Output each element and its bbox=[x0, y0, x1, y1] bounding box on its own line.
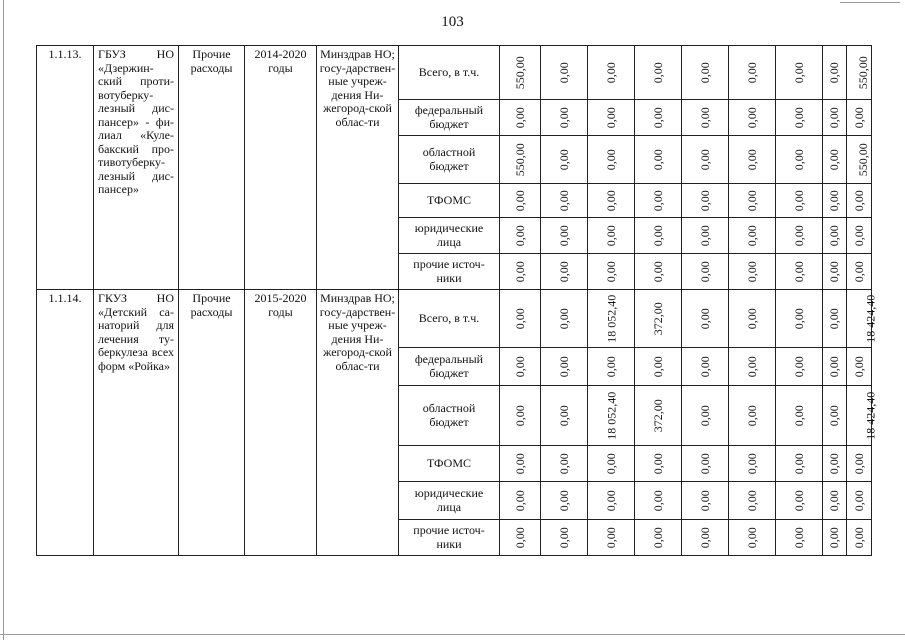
expense-type-cell: Прочие расходы bbox=[179, 290, 245, 556]
value-cell bbox=[541, 482, 588, 520]
value-text: 0,00 bbox=[556, 107, 571, 128]
value-text: 0,00 bbox=[556, 149, 571, 170]
value-text: 0,00 bbox=[512, 490, 527, 511]
value-cell bbox=[541, 254, 588, 290]
value-text: 0,00 bbox=[791, 149, 806, 170]
value-text: 0,00 bbox=[603, 490, 618, 511]
value-cell bbox=[500, 482, 541, 520]
value-text: 0,00 bbox=[744, 149, 759, 170]
value-cell bbox=[776, 254, 823, 290]
value-cell bbox=[729, 184, 776, 218]
value-cell bbox=[729, 520, 776, 556]
value-cell bbox=[847, 218, 872, 254]
value-text: 0,00 bbox=[697, 405, 712, 426]
value-cell bbox=[823, 218, 847, 254]
value-text: 0,00 bbox=[650, 527, 665, 548]
funding-source-label: федеральный бюджет bbox=[399, 348, 500, 386]
value-text: 18 424,40 bbox=[863, 391, 878, 440]
value-text: 0,00 bbox=[697, 225, 712, 246]
value-cell bbox=[729, 218, 776, 254]
value-cell bbox=[776, 136, 823, 184]
value-text: 0,00 bbox=[650, 190, 665, 211]
value-cell bbox=[588, 46, 635, 100]
value-cell bbox=[635, 46, 682, 100]
value-text: 0,00 bbox=[697, 62, 712, 83]
value-cell bbox=[682, 386, 729, 446]
value-text: 0,00 bbox=[556, 190, 571, 211]
value-text: 0,00 bbox=[556, 356, 571, 377]
funding-source-label: федеральный бюджет bbox=[399, 100, 500, 136]
period-cell: 2014-2020 годы bbox=[245, 46, 317, 290]
value-cell bbox=[847, 348, 872, 386]
value-text: 0,00 bbox=[791, 356, 806, 377]
value-cell bbox=[682, 348, 729, 386]
value-text: 0,00 bbox=[603, 107, 618, 128]
value-text: 0,00 bbox=[650, 62, 665, 83]
value-cell bbox=[847, 520, 872, 556]
value-text: 0,00 bbox=[556, 225, 571, 246]
value-text: 0,00 bbox=[603, 190, 618, 211]
value-text: 0,00 bbox=[697, 308, 712, 329]
value-text: 0,00 bbox=[791, 107, 806, 128]
value-text: 0,00 bbox=[512, 453, 527, 474]
value-cell bbox=[500, 218, 541, 254]
value-text: 0,00 bbox=[603, 453, 618, 474]
value-cell bbox=[823, 446, 847, 482]
value-cell bbox=[500, 520, 541, 556]
value-cell bbox=[823, 100, 847, 136]
value-cell bbox=[682, 446, 729, 482]
value-text: 0,00 bbox=[556, 261, 571, 282]
value-text: 0,00 bbox=[512, 225, 527, 246]
value-cell bbox=[635, 482, 682, 520]
value-cell bbox=[776, 46, 823, 100]
value-text: 0,00 bbox=[851, 453, 866, 474]
value-text: 0,00 bbox=[791, 225, 806, 246]
value-cell bbox=[682, 520, 729, 556]
value-cell bbox=[729, 446, 776, 482]
value-cell bbox=[541, 290, 588, 348]
value-cell bbox=[823, 136, 847, 184]
value-cell bbox=[635, 254, 682, 290]
value-cell bbox=[682, 482, 729, 520]
funding-source-label: прочие источ-ники bbox=[399, 520, 500, 556]
funding-source-label: Всего, в т.ч. bbox=[399, 46, 500, 100]
value-cell bbox=[682, 254, 729, 290]
budget-table bbox=[36, 45, 878, 556]
value-cell bbox=[847, 386, 878, 446]
expense-type-cell: Прочие расходы bbox=[179, 46, 245, 290]
value-text: 0,00 bbox=[744, 225, 759, 246]
value-cell bbox=[588, 254, 635, 290]
value-cell bbox=[588, 290, 635, 348]
value-cell bbox=[588, 218, 635, 254]
value-text: 0,00 bbox=[650, 261, 665, 282]
value-cell bbox=[541, 446, 588, 482]
value-text: 0,00 bbox=[650, 225, 665, 246]
value-cell bbox=[847, 254, 872, 290]
value-text: 0,00 bbox=[650, 490, 665, 511]
value-cell bbox=[635, 446, 682, 482]
value-text: 0,00 bbox=[512, 356, 527, 377]
value-text: 0,00 bbox=[791, 261, 806, 282]
value-cell bbox=[541, 184, 588, 218]
value-cell bbox=[635, 348, 682, 386]
value-text: 0,00 bbox=[744, 308, 759, 329]
value-cell bbox=[847, 46, 872, 100]
value-text: 0,00 bbox=[650, 149, 665, 170]
value-cell bbox=[729, 100, 776, 136]
value-cell bbox=[682, 100, 729, 136]
value-cell bbox=[847, 184, 872, 218]
value-text: 0,00 bbox=[556, 62, 571, 83]
value-text: 0,00 bbox=[791, 62, 806, 83]
value-cell bbox=[588, 520, 635, 556]
value-text: 18 052,40 bbox=[604, 294, 619, 343]
value-text: 0,00 bbox=[603, 149, 618, 170]
value-text: 0,00 bbox=[826, 356, 841, 377]
value-cell bbox=[823, 348, 847, 386]
value-text: 0,00 bbox=[744, 453, 759, 474]
value-cell bbox=[823, 184, 847, 218]
value-cell bbox=[776, 218, 823, 254]
value-cell bbox=[500, 446, 541, 482]
value-text: 0,00 bbox=[697, 190, 712, 211]
value-cell bbox=[682, 46, 729, 100]
scan-edge-top bbox=[840, 2, 900, 3]
value-cell bbox=[635, 218, 682, 254]
value-cell bbox=[847, 446, 872, 482]
value-text: 0,00 bbox=[826, 261, 841, 282]
value-text: 0,00 bbox=[556, 453, 571, 474]
table-body bbox=[37, 46, 878, 556]
value-text: 372,00 bbox=[650, 399, 665, 432]
value-text: 0,00 bbox=[603, 62, 618, 83]
value-text: 0,00 bbox=[826, 62, 841, 83]
value-cell bbox=[541, 46, 588, 100]
value-cell bbox=[682, 184, 729, 218]
page-number: 103 bbox=[441, 14, 464, 30]
value-cell bbox=[682, 218, 729, 254]
value-cell bbox=[847, 482, 872, 520]
value-cell bbox=[541, 100, 588, 136]
value-cell bbox=[729, 136, 776, 184]
value-cell bbox=[682, 290, 729, 348]
funding-source-label: областной бюджет bbox=[399, 386, 500, 446]
executor-cell: Минздрав НО; госу-дарствен-ные учреж-дения Ни-жегород-ской облас-ти bbox=[317, 290, 399, 556]
value-cell bbox=[729, 386, 776, 446]
value-text: 0,00 bbox=[791, 453, 806, 474]
value-cell bbox=[500, 100, 541, 136]
value-cell bbox=[823, 290, 847, 348]
value-cell bbox=[588, 482, 635, 520]
institution-name-cell: ГБУЗ НО «Дзержин-ский проти-вотуберку-лезный дис-пансер» - фи-лиал «Куле-бакский про-тивотуберку-лезный дис-пансер» bbox=[94, 46, 179, 290]
value-cell bbox=[823, 254, 847, 290]
value-text: 0,00 bbox=[744, 405, 759, 426]
value-cell bbox=[729, 290, 776, 348]
value-text: 0,00 bbox=[512, 527, 527, 548]
value-cell bbox=[588, 100, 635, 136]
value-text: 550,00 bbox=[855, 143, 870, 176]
value-text: 0,00 bbox=[512, 261, 527, 282]
funding-source-label: ТФОМС bbox=[399, 184, 500, 218]
table-row bbox=[37, 46, 872, 100]
value-text: 0,00 bbox=[603, 225, 618, 246]
funding-source-label: юридические лица bbox=[399, 482, 500, 520]
funding-source-label: ТФОМС bbox=[399, 446, 500, 482]
value-cell bbox=[776, 100, 823, 136]
funding-source-label: Всего, в т.ч. bbox=[399, 290, 500, 348]
value-text: 0,00 bbox=[826, 225, 841, 246]
value-cell bbox=[823, 46, 847, 100]
period-cell: 2015-2020 годы bbox=[245, 290, 317, 556]
value-cell bbox=[588, 348, 635, 386]
value-cell bbox=[776, 446, 823, 482]
value-text: 0,00 bbox=[744, 190, 759, 211]
value-text: 0,00 bbox=[851, 261, 866, 282]
value-cell bbox=[500, 386, 541, 446]
value-text: 372,00 bbox=[650, 302, 665, 335]
value-text: 0,00 bbox=[826, 453, 841, 474]
value-text: 0,00 bbox=[744, 490, 759, 511]
value-text: 0,00 bbox=[791, 405, 806, 426]
table-row bbox=[37, 290, 872, 348]
value-text: 0,00 bbox=[603, 261, 618, 282]
value-cell bbox=[847, 100, 872, 136]
value-cell bbox=[776, 348, 823, 386]
value-cell bbox=[635, 386, 682, 446]
value-cell bbox=[823, 520, 847, 556]
value-text: 0,00 bbox=[851, 490, 866, 511]
value-cell bbox=[541, 218, 588, 254]
value-text: 0,00 bbox=[650, 356, 665, 377]
value-text: 0,00 bbox=[851, 190, 866, 211]
value-text: 0,00 bbox=[512, 107, 527, 128]
value-cell bbox=[500, 348, 541, 386]
value-text: 0,00 bbox=[697, 527, 712, 548]
value-text: 550,00 bbox=[855, 56, 870, 89]
value-cell bbox=[776, 290, 823, 348]
value-text: 0,00 bbox=[826, 107, 841, 128]
value-text: 0,00 bbox=[697, 107, 712, 128]
value-text: 0,00 bbox=[650, 107, 665, 128]
value-text: 18 424,40 bbox=[863, 294, 878, 343]
value-text: 0,00 bbox=[791, 190, 806, 211]
funding-source-label: юридические лица bbox=[399, 218, 500, 254]
value-text: 0,00 bbox=[697, 261, 712, 282]
value-cell bbox=[541, 348, 588, 386]
value-cell bbox=[847, 136, 872, 184]
value-text: 0,00 bbox=[556, 405, 571, 426]
value-cell bbox=[500, 136, 541, 184]
value-text: 0,00 bbox=[744, 62, 759, 83]
value-text: 0,00 bbox=[791, 490, 806, 511]
value-text: 0,00 bbox=[826, 527, 841, 548]
value-cell bbox=[635, 184, 682, 218]
value-cell bbox=[776, 184, 823, 218]
value-text: 0,00 bbox=[826, 490, 841, 511]
value-cell bbox=[635, 290, 682, 348]
value-cell bbox=[541, 520, 588, 556]
value-text: 0,00 bbox=[697, 490, 712, 511]
value-text: 0,00 bbox=[744, 261, 759, 282]
scan-edge-left bbox=[3, 0, 4, 640]
value-cell bbox=[847, 290, 878, 348]
value-cell bbox=[729, 482, 776, 520]
value-text: 0,00 bbox=[851, 225, 866, 246]
value-text: 0,00 bbox=[697, 149, 712, 170]
executor-cell: Минздрав НО; госу-дарствен-ные учреж-дения Ни-жегород-ской облас-ти bbox=[317, 46, 399, 290]
value-cell bbox=[500, 290, 541, 348]
value-text: 0,00 bbox=[826, 308, 841, 329]
value-text: 0,00 bbox=[603, 356, 618, 377]
value-cell bbox=[541, 136, 588, 184]
value-text: 0,00 bbox=[650, 453, 665, 474]
value-text: 0,00 bbox=[556, 490, 571, 511]
value-text: 0,00 bbox=[512, 190, 527, 211]
value-cell bbox=[635, 100, 682, 136]
value-cell bbox=[588, 136, 635, 184]
value-text: 0,00 bbox=[697, 453, 712, 474]
funding-source-label: прочие источ-ники bbox=[399, 254, 500, 290]
item-code-cell: 1.1.13. bbox=[37, 46, 94, 290]
value-cell bbox=[588, 446, 635, 482]
value-text: 0,00 bbox=[851, 527, 866, 548]
value-text: 550,00 bbox=[512, 143, 527, 176]
value-cell bbox=[776, 482, 823, 520]
value-text: 0,00 bbox=[744, 527, 759, 548]
value-cell bbox=[776, 520, 823, 556]
value-text: 0,00 bbox=[603, 527, 618, 548]
value-text: 0,00 bbox=[826, 405, 841, 426]
value-text: 0,00 bbox=[556, 308, 571, 329]
value-cell bbox=[729, 348, 776, 386]
value-text: 550,00 bbox=[512, 56, 527, 89]
value-cell bbox=[776, 386, 823, 446]
value-text: 0,00 bbox=[851, 356, 866, 377]
value-cell bbox=[588, 386, 635, 446]
value-text: 0,00 bbox=[826, 149, 841, 170]
value-text: 0,00 bbox=[556, 527, 571, 548]
value-cell bbox=[500, 184, 541, 218]
value-cell bbox=[823, 482, 847, 520]
value-cell bbox=[541, 386, 588, 446]
value-cell bbox=[500, 254, 541, 290]
value-text: 18 052,40 bbox=[604, 391, 619, 440]
value-cell bbox=[729, 254, 776, 290]
value-cell bbox=[635, 136, 682, 184]
value-cell bbox=[823, 386, 847, 446]
value-text: 0,00 bbox=[744, 356, 759, 377]
value-cell bbox=[500, 46, 541, 100]
value-text: 0,00 bbox=[744, 107, 759, 128]
scan-edge-bottom bbox=[0, 634, 905, 635]
value-text: 0,00 bbox=[512, 405, 527, 426]
value-text: 0,00 bbox=[826, 190, 841, 211]
value-text: 0,00 bbox=[791, 308, 806, 329]
value-text: 0,00 bbox=[512, 308, 527, 329]
value-cell bbox=[682, 136, 729, 184]
item-code-cell: 1.1.14. bbox=[37, 290, 94, 556]
value-cell bbox=[635, 520, 682, 556]
value-text: 0,00 bbox=[851, 107, 866, 128]
institution-name-cell: ГКУЗ НО «Детский са-наторий для лечения ту-беркулеза всех форм «Ройка» bbox=[94, 290, 179, 556]
value-cell bbox=[588, 184, 635, 218]
value-text: 0,00 bbox=[791, 527, 806, 548]
funding-source-label: областной бюджет bbox=[399, 136, 500, 184]
value-cell bbox=[729, 46, 776, 100]
value-text: 0,00 bbox=[697, 356, 712, 377]
